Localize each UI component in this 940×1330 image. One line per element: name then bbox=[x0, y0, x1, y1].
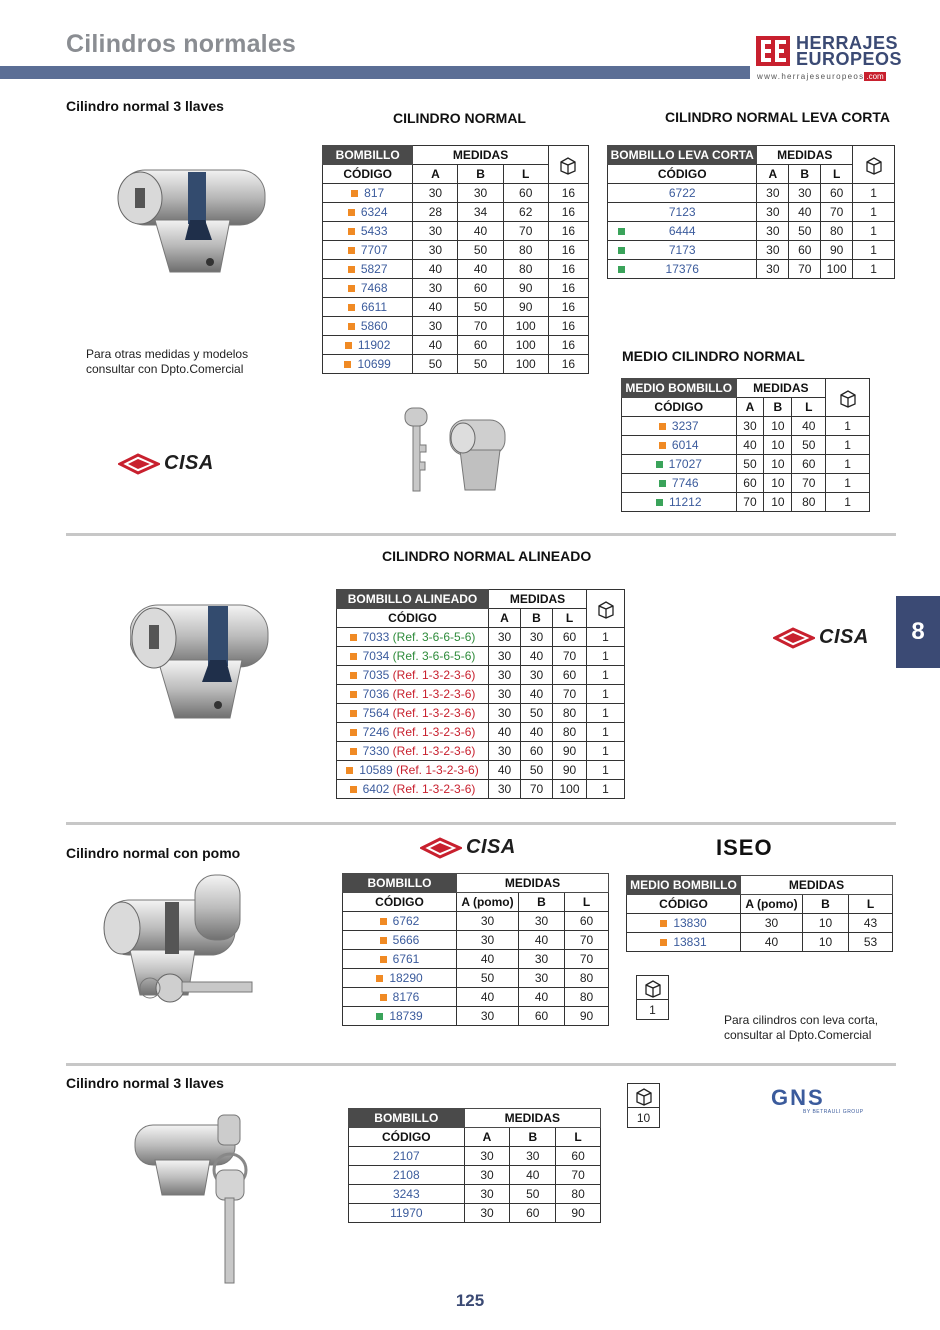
table-row: 10699 50 50 100 16 bbox=[323, 355, 589, 374]
col-header: BOMBILLO bbox=[323, 146, 413, 165]
cisa-logo bbox=[420, 836, 516, 859]
brand-logo bbox=[756, 33, 903, 82]
col-header: B bbox=[458, 165, 503, 184]
table-row: 7330 (Ref. 1-3-2-3-6) 30 60 90 1 bbox=[337, 742, 625, 761]
note-line1: Para otras medidas y modelos bbox=[86, 347, 249, 361]
table-row: 7173 30 60 90 1 bbox=[608, 241, 895, 260]
note-line2: consultar al Dpto.Comercial bbox=[724, 1028, 872, 1042]
box-icon bbox=[637, 976, 669, 1000]
table-row: 10589 (Ref. 1-3-2-3-6) 40 50 90 1 bbox=[337, 761, 625, 780]
section3-note bbox=[724, 1013, 878, 1043]
table-row: 7033 (Ref. 3-6-6-5-6) 30 30 60 1 bbox=[337, 628, 625, 647]
table-row: 6722 30 30 60 1 bbox=[608, 184, 895, 203]
table-row: 17376 30 70 100 1 bbox=[608, 260, 895, 279]
col-header: MEDIDAS bbox=[757, 146, 853, 165]
col-header: MEDIO BOMBILLO bbox=[622, 379, 737, 398]
box-icon bbox=[548, 146, 588, 184]
table-row: 11970 30 60 90 bbox=[349, 1204, 601, 1223]
col-header: MEDIDAS bbox=[457, 874, 609, 893]
table-row: 7036 (Ref. 1-3-2-3-6) 30 40 70 1 bbox=[337, 685, 625, 704]
col-header: L bbox=[821, 165, 853, 184]
col-header: CÓDIGO bbox=[608, 165, 757, 184]
divider bbox=[66, 822, 896, 825]
col-header: BOMBILLO ALINEADO bbox=[337, 590, 489, 609]
brand-url-text: www.herrajeseuropeos bbox=[757, 72, 865, 81]
col-header: BOMBILLO LEVA CORTA bbox=[608, 146, 757, 165]
table-medio bbox=[621, 378, 870, 512]
col-header: BOMBILLO bbox=[349, 1109, 465, 1128]
box-icon bbox=[587, 590, 625, 628]
title-bar bbox=[0, 66, 750, 79]
cisa-logo bbox=[118, 452, 214, 475]
table-row: 5860 30 70 100 16 bbox=[323, 317, 589, 336]
table-medio-title: MEDIO CILINDRO NORMAL bbox=[622, 348, 805, 364]
col-header: MEDIDAS bbox=[741, 876, 893, 895]
table-row: 7468 30 60 90 16 bbox=[323, 279, 589, 298]
brand-line1: HERRAJES bbox=[796, 33, 899, 53]
col-header: B bbox=[510, 1128, 556, 1147]
col-header: CÓDIGO bbox=[349, 1128, 465, 1147]
col-header: L bbox=[565, 893, 609, 912]
table-row: 18290 50 30 80 bbox=[343, 969, 609, 988]
cisa-mark-icon bbox=[773, 627, 815, 649]
table-row: 7746 60 10 70 1 bbox=[622, 474, 870, 493]
gns-text: GNS bbox=[771, 1085, 825, 1110]
col-header: A bbox=[464, 1128, 510, 1147]
col-header: CÓDIGO bbox=[323, 165, 413, 184]
col-header: L bbox=[849, 895, 893, 914]
table-row: 2108 30 40 70 bbox=[349, 1166, 601, 1185]
col-header: A bbox=[413, 165, 458, 184]
table-row: 11212 70 10 80 1 bbox=[622, 493, 870, 512]
gns-logo bbox=[771, 1087, 864, 1115]
brand-line2: EUROPEOS bbox=[796, 49, 903, 69]
table-row: 17027 50 10 60 1 bbox=[622, 455, 870, 474]
qty-value: 1 bbox=[637, 1000, 669, 1020]
cisa-mark-icon bbox=[420, 837, 462, 859]
col-header: A bbox=[489, 609, 521, 628]
cisa-logo bbox=[773, 626, 869, 649]
page-title: Cilindros normales bbox=[66, 30, 297, 58]
col-header: B bbox=[789, 165, 821, 184]
box-icon bbox=[826, 379, 870, 417]
col-header: A bbox=[757, 165, 789, 184]
cylinder-aligned-image bbox=[130, 600, 270, 720]
page-number: 125 bbox=[455, 1291, 485, 1310]
cisa-text: CISA bbox=[819, 626, 869, 648]
divider bbox=[66, 533, 896, 536]
table-row: 11902 40 60 100 16 bbox=[323, 336, 589, 355]
table-row: 7123 30 40 70 1 bbox=[608, 203, 895, 222]
table-row: 7246 (Ref. 1-3-2-3-6) 40 40 80 1 bbox=[337, 723, 625, 742]
table-row: 3237 30 10 40 1 bbox=[622, 417, 870, 436]
col-header: BOMBILLO bbox=[343, 874, 457, 893]
col-header: L bbox=[503, 165, 548, 184]
col-header: B bbox=[521, 609, 553, 628]
table-pomo bbox=[342, 873, 609, 1026]
table-normal-title: CILINDRO NORMAL bbox=[393, 110, 526, 126]
col-header: B bbox=[764, 398, 792, 417]
table-leva bbox=[607, 145, 895, 279]
table-aligned bbox=[336, 589, 625, 799]
brand-name bbox=[796, 35, 902, 67]
table-row: 6762 30 30 60 bbox=[343, 912, 609, 931]
col-header: L bbox=[553, 609, 587, 628]
col-header: CÓDIGO bbox=[343, 893, 457, 912]
table-row: 18739 30 60 90 bbox=[343, 1007, 609, 1026]
table-row: 7035 (Ref. 1-3-2-3-6) 30 30 60 1 bbox=[337, 666, 625, 685]
table-row: 6402 (Ref. 1-3-2-3-6) 30 70 100 1 bbox=[337, 780, 625, 799]
divider bbox=[66, 1063, 896, 1066]
table-row: 5827 40 40 80 16 bbox=[323, 260, 589, 279]
col-header: MEDIDAS bbox=[736, 379, 826, 398]
key-cylinder-image bbox=[395, 400, 520, 500]
col-header: MEDIDAS bbox=[464, 1109, 600, 1128]
qty-box bbox=[627, 1083, 660, 1128]
col-header: MEDIDAS bbox=[413, 146, 548, 165]
section4-label: Cilindro normal 3 llaves bbox=[66, 1075, 224, 1091]
table-row: 13830 30 10 43 bbox=[627, 914, 893, 933]
qty-box bbox=[636, 975, 669, 1020]
col-header: A (pomo) bbox=[457, 893, 519, 912]
col-header: L bbox=[556, 1128, 601, 1147]
table-row: 6611 40 50 90 16 bbox=[323, 298, 589, 317]
section3-label: Cilindro normal con pomo bbox=[66, 845, 241, 861]
note-line2: consultar con Dpto.Comercial bbox=[86, 362, 244, 376]
table-row: 7034 (Ref. 3-6-6-5-6) 30 40 70 1 bbox=[337, 647, 625, 666]
gns-subtext: BY BETRAULI GROUP bbox=[803, 1109, 864, 1115]
col-header: L bbox=[792, 398, 826, 417]
col-header: CÓDIGO bbox=[622, 398, 737, 417]
table-normal bbox=[322, 145, 589, 374]
qty-value: 10 bbox=[628, 1108, 660, 1128]
brand-url-tld: .com bbox=[866, 72, 884, 81]
box-icon bbox=[853, 146, 895, 184]
table-row: 13831 40 10 53 bbox=[627, 933, 893, 952]
col-header: A (pomo) bbox=[741, 895, 803, 914]
chapter-tab[interactable]: 8 bbox=[896, 596, 940, 668]
table-row: 2107 30 30 60 bbox=[349, 1147, 601, 1166]
cisa-text: CISA bbox=[466, 836, 516, 858]
table-row: 3243 30 50 80 bbox=[349, 1185, 601, 1204]
cylinder-pomo-image bbox=[100, 870, 260, 1030]
iseo-logo: ISEO bbox=[716, 835, 773, 860]
table-leva-title: CILINDRO NORMAL LEVA CORTA bbox=[665, 109, 891, 125]
brand-url[interactable] bbox=[757, 72, 886, 81]
table-gns bbox=[348, 1108, 601, 1223]
section1-note bbox=[86, 347, 248, 377]
table-pomo-medio bbox=[626, 875, 893, 952]
table-row: 817 30 30 60 16 bbox=[323, 184, 589, 203]
col-header: CÓDIGO bbox=[627, 895, 741, 914]
section2-title: CILINDRO NORMAL ALINEADO bbox=[382, 548, 592, 564]
cisa-text: CISA bbox=[164, 452, 214, 474]
cylinder-image bbox=[100, 160, 270, 280]
table-row: 5666 30 40 70 bbox=[343, 931, 609, 950]
col-header: B bbox=[519, 893, 565, 912]
col-header: B bbox=[803, 895, 849, 914]
note-line1: Para cilindros con leva corta, bbox=[724, 1013, 879, 1027]
section1-label: Cilindro normal 3 llaves bbox=[66, 98, 224, 114]
brand-mark-icon bbox=[756, 36, 790, 66]
table-row: 7707 30 50 80 16 bbox=[323, 241, 589, 260]
cisa-mark-icon bbox=[118, 453, 160, 475]
table-row: 5433 30 40 70 16 bbox=[323, 222, 589, 241]
table-row: 6014 40 10 50 1 bbox=[622, 436, 870, 455]
col-header: MEDIDAS bbox=[489, 590, 587, 609]
cylinder-gns-image bbox=[130, 1110, 260, 1290]
box-icon bbox=[628, 1084, 660, 1108]
col-header: MEDIO BOMBILLO bbox=[627, 876, 741, 895]
table-row: 7564 (Ref. 1-3-2-3-6) 30 50 80 1 bbox=[337, 704, 625, 723]
table-row: 6324 28 34 62 16 bbox=[323, 203, 589, 222]
col-header: CÓDIGO bbox=[337, 609, 489, 628]
table-row: 8176 40 40 80 bbox=[343, 988, 609, 1007]
table-row: 6444 30 50 80 1 bbox=[608, 222, 895, 241]
table-row: 6761 40 30 70 bbox=[343, 950, 609, 969]
col-header: A bbox=[736, 398, 764, 417]
